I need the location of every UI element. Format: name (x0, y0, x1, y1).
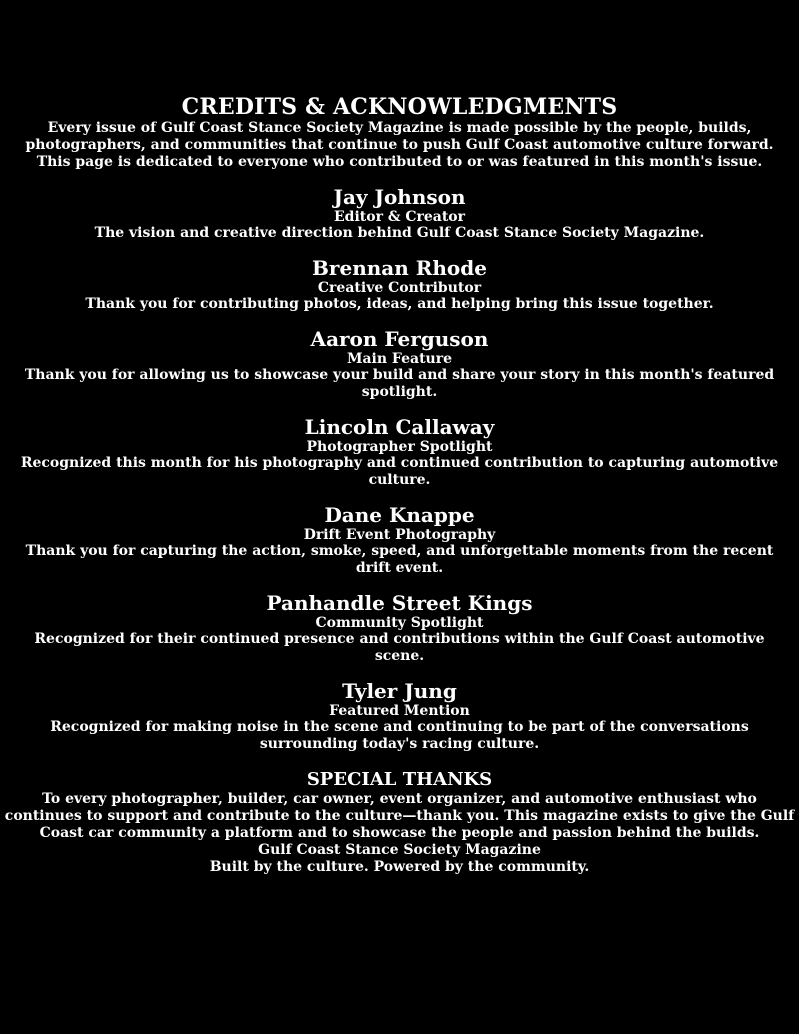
tagline: Built by the culture. Powered by the community. (209, 859, 590, 875)
credit-description: Thank you for allowing us to showcase your build and share your story in this month's featured spotlight. (24, 367, 775, 400)
special-thanks-body: To every photographer, builder, car owner, event organizer, and automotive enthusiast who continues to support and contribute to the culture—thank you. This magazine exists to give the Gulf Coast car community a platform and to showcase the people and passion behind the builds. (4, 791, 795, 841)
credit-role: Community Spotlight (315, 615, 484, 631)
credit-name: Brennan Rhode (312, 256, 487, 280)
credit-entry (0, 591, 799, 665)
credit-role: Drift Event Photography (303, 527, 496, 543)
credit-entry (0, 415, 799, 489)
credit-name: Lincoln Callaway (304, 415, 495, 439)
credit-entry (0, 185, 799, 242)
credit-name: Aaron Ferguson (310, 327, 489, 351)
credit-description: Recognized this month for his photography and continued contribution to capturing automotive culture. (20, 455, 779, 488)
credit-entry (0, 256, 799, 313)
credit-description: Thank you for capturing the action, smoke, speed, and unforgettable moments from the recent drift event. (25, 543, 774, 576)
credit-role: Creative Contributor (317, 280, 482, 296)
credit-entry (0, 503, 799, 577)
credit-role: Main Feature (346, 351, 453, 367)
credit-entry (0, 679, 799, 753)
intro-paragraph: Every issue of Gulf Coast Stance Society Magazine is made possible by the people, builds, photographers, and communities that continue to push Gulf Coast automotive culture forward. This page is dedicated to everyone who contributed to or was featured in this month's issue. (25, 120, 774, 170)
credit-name: Tyler Jung (342, 679, 457, 703)
publication-name: Gulf Coast Stance Society Magazine (258, 842, 541, 858)
credit-name: Dane Knappe (324, 503, 475, 527)
credit-name: Jay Johnson (333, 185, 466, 209)
credit-role: Editor & Creator (333, 209, 466, 225)
credit-description: Recognized for their continued presence and contributions within the Gulf Coast automotive scene. (34, 631, 765, 664)
page-title: CREDITS & ACKNOWLEDGMENTS (181, 94, 618, 120)
credit-description: Thank you for contributing photos, ideas, and helping bring this issue together. (85, 296, 714, 312)
credit-entry (0, 327, 799, 401)
credit-name: Panhandle Street Kings (266, 591, 533, 615)
special-thanks-section (0, 769, 799, 876)
credit-description: The vision and creative direction behind Gulf Coast Stance Society Magazine. (94, 225, 705, 241)
credit-role: Featured Mention (329, 703, 470, 719)
special-thanks-title: SPECIAL THANKS (306, 769, 493, 790)
credit-description: Recognized for making noise in the scene and continuing to be part of the conversations surrounding today's racing culture. (50, 719, 749, 752)
credit-role: Photographer Spotlight (306, 439, 493, 455)
